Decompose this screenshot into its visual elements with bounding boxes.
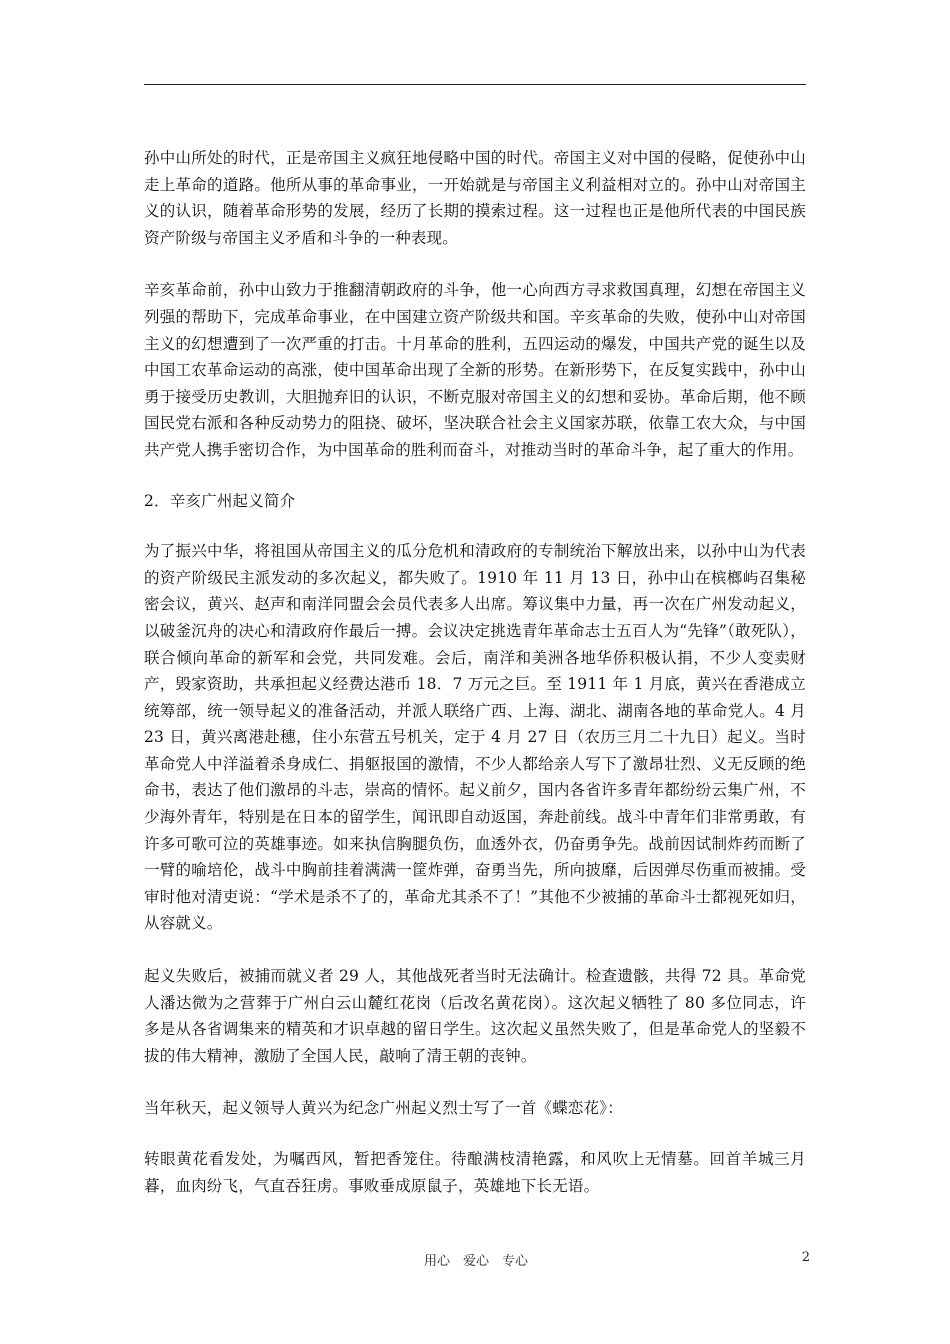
paragraph-intro: 孙中山所处的时代，正是帝国主义疯狂地侵略中国的时代。帝国主义对中国的侵略，促使孙中山走上革命的道路。他所从事的革命事业，一开始就是与帝国主义利益相对立的。孙中山对帝国主义的认识，随着革命形势的发展，经历了长期的摸索过程。这一过程也正是他所代表的中国民族资产阶级与帝国主义矛盾和斗争的一种表现。 — [144, 149, 806, 247]
page-footer — [0, 1250, 950, 1270]
paragraph-aftermath: 起义失败后，被捕而就义者 29 人，其他战死者当时无法确计。检查遗骸，共得 72 具。革命党人潘达微为之营葬于广州白云山麓红花岗（后改名黄花岗）。这次起义牺牲了 80 多位同志，许多是从各省调集来的精英和才识卓越的留日学生。这次起义虽然失败了，但是革命党人的坚毅不拔的伟大精神，激励了全国人民，敲响了清王朝的丧钟。 — [144, 967, 806, 1065]
footer-motto: 用心 爱心 专心 — [423, 1254, 528, 1269]
paragraph-uprising: 为了振兴中华，将祖国从帝国主义的瓜分危机和清政府的专制统治下解放出来，以孙中山为代表的资产阶级民主派发动的多次起义，都失败了。1910 年 11 月 13 日，孙中山在槟榔屿召集秘密会议，黄兴、赵声和南洋同盟会会员代表多人出席。筹议集中力量，再一次在广州发动起义，以破釜沉舟的决心和清政府作最后一搏。会议决定挑选青年革命志士五百人为“先锋”（敢死队），联合倾向革命的新军和会党，共同发难。会后，南洋和美洲各地华侨积极认捐，不少人变卖财产，毁家资助，共承担起义经费达港币 18．7 万元之巨。至 1911 年 1 月底，黄兴在香港成立统筹部，统一领导起义的准备活动，并派人联络广西、上海、湖北、湖南各地的革命党人。4 月 23 日，黄兴离港赴穗，住小东营五号机关，定于 4 月 27 日（农历三月二十九日）起义。当时革命党人中洋溢着杀身成仁、捐躯报国的激情，不少人都给亲人写下了激昂壮烈、义无反顾的绝命书，表达了他们激昂的斗志，崇高的情怀。起义前夕，国内各省许多青年都纷纷云集广州，不少海外青年，特别是在日本的留学生，闻讯即自动返国，奔赴前线。战斗中青年们非常勇敢，有许多可歌可泣的英雄事迹。如来执信胸腿负伤，血透外衣，仍奋勇争先。战前因试制炸药而断了一臂的喻培伦，战斗中胸前挂着满满一筐炸弹，奋勇当先，所向披靡，后因弹尽伤重而被捕。受审时他对清吏说：“学术是杀不了的，革命尤其杀不了！”其他不少被捕的革命斗士都视死如归，从容就义。 — [144, 542, 806, 933]
document-body — [144, 145, 806, 1199]
header-rule — [144, 84, 806, 85]
paragraph-pre-revolution: 辛亥革命前，孙中山致力于推翻清朝政府的斗争，他一心向西方寻求救国真理，幻想在帝国主义列强的帮助下，完成革命事业，在中国建立资产阶级共和国。辛亥革命的失败，使孙中山对帝国主义的幻想遭到了一次严重的打击。十月革命的胜利，五四运动的爆发，中国共产党的诞生以及中国工农革命运动的高涨，使中国革命出现了全新的形势。在新形势下，在反复实践中，孙中山勇于接受历史教训，大胆抛弃旧的认识，不断克服对帝国主义的幻想和妥协。革命后期，他不顾国民党右派和各种反动势力的阻挠、破坏，坚决联合社会主义国家苏联，依靠工农大众，与中国共产党人携手密切合作，为中国革命的胜利而奋斗，对推动当时的革命斗争，起了重大的作用。 — [144, 281, 806, 459]
paragraph-poem-intro: 当年秋天，起义领导人黄兴为纪念广州起义烈士写了一首《蝶恋花》： — [144, 1099, 623, 1118]
page-number: 2 — [801, 1250, 810, 1265]
section-heading: 2．辛亥广州起义简介 — [144, 491, 296, 510]
poem-text: 转眼黄花看发处，为嘱西风，暂把香笼住。待酿满枝清艳露，和风吹上无情墓。回首羊城三月暮，血肉纷飞，气直吞狂虏。事败垂成原鼠子，英雄地下长无语。 — [144, 1150, 806, 1195]
